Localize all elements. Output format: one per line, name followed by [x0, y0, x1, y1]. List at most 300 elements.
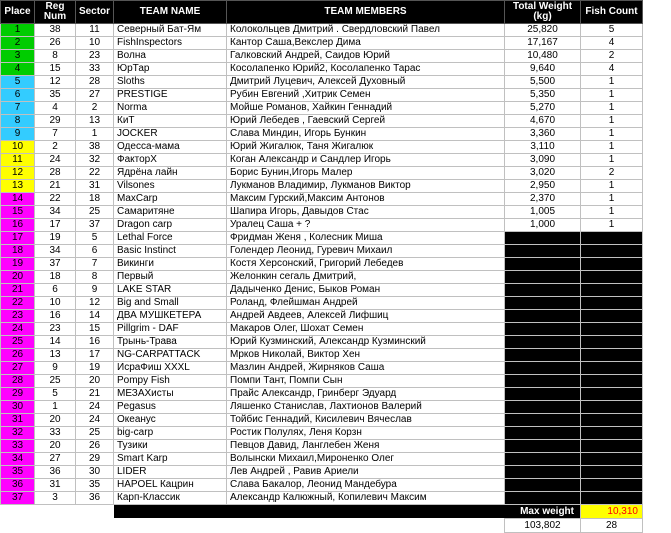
sector-cell[interactable]: 20	[76, 375, 114, 388]
reg-num-cell[interactable]: 20	[35, 414, 76, 427]
team-name-cell[interactable]: ИсраФиш XXXL	[114, 362, 227, 375]
reg-num-cell[interactable]: 34	[35, 206, 76, 219]
team-name-cell[interactable]: LIDER	[114, 466, 227, 479]
footer-blank	[76, 505, 114, 519]
fish-count-cell[interactable]: 0	[581, 245, 643, 258]
place-cell[interactable]: 2	[1, 37, 35, 50]
sector-cell[interactable]: 16	[76, 336, 114, 349]
reg-num-cell[interactable]: 31	[35, 479, 76, 492]
total-weight-cell[interactable]: 0	[505, 310, 581, 323]
table-row	[1, 128, 643, 141]
fish-count-cell[interactable]: 1	[581, 89, 643, 102]
total-weight-cell[interactable]: 3,090	[505, 154, 581, 167]
header-sector[interactable]: Sector	[76, 1, 114, 24]
total-weight-cell[interactable]: 0	[505, 271, 581, 284]
place-cell[interactable]: 6	[1, 89, 35, 102]
total-weight-cell[interactable]: 0	[505, 258, 581, 271]
reg-num-cell[interactable]: 35	[35, 89, 76, 102]
team-members-cell[interactable]: Кантор Саша,Векслер Дима	[227, 37, 505, 50]
place-cell[interactable]: 11	[1, 154, 35, 167]
fish-count-cell[interactable]: 1	[581, 154, 643, 167]
total-fish-value[interactable]: 28	[581, 519, 643, 533]
table-row	[1, 414, 643, 427]
place-cell[interactable]: 35	[1, 466, 35, 479]
reg-num-cell[interactable]: 3	[35, 492, 76, 505]
team-name-cell[interactable]: Vilsones	[114, 180, 227, 193]
team-members-cell[interactable]: Колокольцев Дмитрий . Свердловский Павел	[227, 24, 505, 37]
sector-cell[interactable]: 26	[76, 440, 114, 453]
team-members-cell[interactable]: Фридман Женя , Колесник Миша	[227, 232, 505, 245]
team-name-cell[interactable]: Pegasus	[114, 401, 227, 414]
sector-cell[interactable]: 38	[76, 141, 114, 154]
reg-num-cell[interactable]: 24	[35, 154, 76, 167]
reg-num-cell[interactable]: 1	[35, 401, 76, 414]
place-cell[interactable]: 25	[1, 336, 35, 349]
max-weight-row	[1, 505, 643, 519]
total-weight-cell[interactable]: 2,950	[505, 180, 581, 193]
team-members-cell[interactable]: Дадыченко Денис, Быков Роман	[227, 284, 505, 297]
reg-num-cell[interactable]: 37	[35, 258, 76, 271]
sector-cell[interactable]: 31	[76, 180, 114, 193]
fish-count-cell[interactable]: 0	[581, 323, 643, 336]
fish-count-cell[interactable]: 1	[581, 219, 643, 232]
sector-cell[interactable]: 25	[76, 206, 114, 219]
place-cell[interactable]: 16	[1, 219, 35, 232]
table-row	[1, 323, 643, 336]
table-row	[1, 37, 643, 50]
sector-cell[interactable]: 15	[76, 323, 114, 336]
footer-blank	[35, 519, 76, 533]
total-weight-cell[interactable]: 0	[505, 453, 581, 466]
team-name-cell[interactable]: Трынь-Трава	[114, 336, 227, 349]
reg-num-cell[interactable]: 22	[35, 193, 76, 206]
fish-count-cell[interactable]: 1	[581, 206, 643, 219]
team-members-cell[interactable]: Мрков Николай, Виктор Хен	[227, 349, 505, 362]
reg-num-cell[interactable]: 15	[35, 63, 76, 76]
footer-blank	[35, 505, 76, 519]
max-weight-value[interactable]: 10,310	[581, 505, 643, 519]
fish-count-cell[interactable]: 0	[581, 401, 643, 414]
place-cell[interactable]: 17	[1, 232, 35, 245]
team-members-cell[interactable]: Максим Гурский,Максим Антонов	[227, 193, 505, 206]
footer-blank	[114, 519, 227, 533]
team-members-cell[interactable]: Волынски Михаил,Мироненко Олег	[227, 453, 505, 466]
reg-num-cell[interactable]: 14	[35, 336, 76, 349]
team-members-cell[interactable]: Юрий Лебедев , Гаевский Сергей	[227, 115, 505, 128]
place-cell[interactable]: 7	[1, 102, 35, 115]
total-weight-cell[interactable]: 25,820	[505, 24, 581, 37]
fish-count-cell[interactable]: 0	[581, 258, 643, 271]
team-name-cell[interactable]: NG-CARPATTACK	[114, 349, 227, 362]
team-name-cell[interactable]: Dragon carp	[114, 219, 227, 232]
place-cell[interactable]: 37	[1, 492, 35, 505]
team-members-cell[interactable]: Слава Бакалор, Леонид Мандебура	[227, 479, 505, 492]
fish-count-cell[interactable]: 0	[581, 388, 643, 401]
total-weight-cell[interactable]: 5,350	[505, 89, 581, 102]
total-weight-cell[interactable]: 17,167	[505, 37, 581, 50]
team-name-cell[interactable]: Викинги	[114, 258, 227, 271]
fish-count-cell[interactable]: 0	[581, 284, 643, 297]
table-row	[1, 492, 643, 505]
fish-count-cell[interactable]: 1	[581, 102, 643, 115]
total-weight-cell[interactable]: 0	[505, 414, 581, 427]
team-members-cell[interactable]: Лев Андрей , Равив Ариели	[227, 466, 505, 479]
total-weight-cell[interactable]: 0	[505, 466, 581, 479]
team-name-cell[interactable]: Карп-Классик	[114, 492, 227, 505]
fish-count-cell[interactable]: 0	[581, 310, 643, 323]
reg-num-cell[interactable]: 12	[35, 76, 76, 89]
place-cell[interactable]: 9	[1, 128, 35, 141]
team-members-cell[interactable]: Ростик Полулях, Леня Корзн	[227, 427, 505, 440]
header-fish-count[interactable]: Fish Count	[581, 1, 643, 24]
place-cell[interactable]: 18	[1, 245, 35, 258]
fish-count-cell[interactable]: 0	[581, 349, 643, 362]
total-weight-cell[interactable]: 0	[505, 375, 581, 388]
place-cell[interactable]: 14	[1, 193, 35, 206]
fish-count-cell[interactable]: 0	[581, 427, 643, 440]
team-members-cell[interactable]: Мазлин Андрей, Жирняков Саша	[227, 362, 505, 375]
reg-num-cell[interactable]: 20	[35, 440, 76, 453]
reg-num-cell[interactable]: 17	[35, 219, 76, 232]
table-row	[1, 63, 643, 76]
table-row	[1, 102, 643, 115]
total-weight-cell[interactable]: 10,480	[505, 50, 581, 63]
header-team-name[interactable]: TEAM NAME	[114, 1, 227, 24]
sector-cell[interactable]: 25	[76, 427, 114, 440]
sector-cell[interactable]: 30	[76, 466, 114, 479]
reg-num-cell[interactable]: 7	[35, 128, 76, 141]
sector-cell[interactable]: 24	[76, 401, 114, 414]
place-cell[interactable]: 10	[1, 141, 35, 154]
max-weight-label: Max weight	[114, 505, 581, 519]
place-cell[interactable]: 33	[1, 440, 35, 453]
header-place[interactable]: Place	[1, 1, 35, 24]
fish-count-cell[interactable]: 0	[581, 492, 643, 505]
place-cell[interactable]: 34	[1, 453, 35, 466]
reg-num-cell[interactable]: 10	[35, 297, 76, 310]
total-weight-cell[interactable]: 0	[505, 245, 581, 258]
team-members-cell[interactable]: Галковский Андрей, Саидов Юрий	[227, 50, 505, 63]
table-row	[1, 154, 643, 167]
reg-num-cell[interactable]: 29	[35, 115, 76, 128]
fish-count-cell[interactable]: 1	[581, 115, 643, 128]
team-members-cell[interactable]: Рубин Евгений ,Хитрик Семен	[227, 89, 505, 102]
sector-cell[interactable]: 5	[76, 232, 114, 245]
fish-count-cell[interactable]: 0	[581, 414, 643, 427]
sector-cell[interactable]: 21	[76, 388, 114, 401]
fish-count-cell[interactable]: 0	[581, 336, 643, 349]
reg-num-cell[interactable]: 34	[35, 245, 76, 258]
total-weight-cell[interactable]: 2,370	[505, 193, 581, 206]
fish-count-cell[interactable]: 0	[581, 453, 643, 466]
team-members-cell[interactable]: Ляшенко Станислав, Лахтионов Валерий	[227, 401, 505, 414]
reg-num-cell[interactable]: 9	[35, 362, 76, 375]
place-cell[interactable]: 12	[1, 167, 35, 180]
team-name-cell[interactable]: Pompy Fish	[114, 375, 227, 388]
team-name-cell[interactable]: LAKE STAR	[114, 284, 227, 297]
total-weight-cell[interactable]: 0	[505, 336, 581, 349]
fish-count-cell[interactable]: 0	[581, 440, 643, 453]
team-name-cell[interactable]: ЮрТар	[114, 63, 227, 76]
fish-count-cell[interactable]: 1	[581, 141, 643, 154]
reg-num-cell[interactable]: 21	[35, 180, 76, 193]
reg-num-cell[interactable]: 19	[35, 232, 76, 245]
team-name-cell[interactable]: Big and Small	[114, 297, 227, 310]
total-weight-cell[interactable]: 0	[505, 427, 581, 440]
place-cell[interactable]: 1	[1, 24, 35, 37]
sector-cell[interactable]: 13	[76, 115, 114, 128]
team-members-cell[interactable]: Дмитрий Луцевич, Алексей Духовный	[227, 76, 505, 89]
place-cell[interactable]: 20	[1, 271, 35, 284]
team-name-cell[interactable]: МЕЗАХисты	[114, 388, 227, 401]
fish-count-cell[interactable]: 0	[581, 466, 643, 479]
team-members-cell[interactable]: Слава Миндин, Игорь Бункин	[227, 128, 505, 141]
fish-count-cell[interactable]: 0	[581, 271, 643, 284]
team-name-cell[interactable]: Самаритяне	[114, 206, 227, 219]
team-name-cell[interactable]: Sloths	[114, 76, 227, 89]
team-name-cell[interactable]: ФакторХ	[114, 154, 227, 167]
sector-cell[interactable]: 28	[76, 76, 114, 89]
sector-cell[interactable]: 22	[76, 167, 114, 180]
fish-count-cell[interactable]: 4	[581, 63, 643, 76]
team-name-cell[interactable]: КиТ	[114, 115, 227, 128]
team-name-cell[interactable]: Basic Instinct	[114, 245, 227, 258]
team-name-cell[interactable]: Одесса-мама	[114, 141, 227, 154]
reg-num-cell[interactable]: 28	[35, 167, 76, 180]
table-row	[1, 115, 643, 128]
total-weight-cell[interactable]: 0	[505, 388, 581, 401]
reg-num-cell[interactable]: 36	[35, 466, 76, 479]
team-name-cell[interactable]: JOCKER	[114, 128, 227, 141]
team-name-cell[interactable]: HAPOEL Кацрин	[114, 479, 227, 492]
team-name-cell[interactable]: Тузики	[114, 440, 227, 453]
team-name-cell[interactable]: Lethal Force	[114, 232, 227, 245]
table-row	[1, 375, 643, 388]
reg-num-cell[interactable]: 26	[35, 37, 76, 50]
total-weight-cell[interactable]: 0	[505, 401, 581, 414]
team-name-cell[interactable]: Pillgrim - DAF	[114, 323, 227, 336]
fish-count-cell[interactable]: 0	[581, 479, 643, 492]
total-weight-cell[interactable]: 0	[505, 492, 581, 505]
team-name-cell[interactable]: Океанус	[114, 414, 227, 427]
team-members-cell[interactable]: Юрий Кузминский, Александр Кузминский	[227, 336, 505, 349]
fish-count-cell[interactable]: 5	[581, 24, 643, 37]
total-weight-cell[interactable]: 0	[505, 284, 581, 297]
sector-cell[interactable]: 12	[76, 297, 114, 310]
fish-count-cell[interactable]: 1	[581, 76, 643, 89]
fish-count-cell[interactable]: 1	[581, 180, 643, 193]
sector-cell[interactable]: 11	[76, 24, 114, 37]
table-row	[1, 89, 643, 102]
reg-num-cell[interactable]: 27	[35, 453, 76, 466]
header-total-weight[interactable]: Total Weight (kg)	[505, 1, 581, 24]
team-members-cell[interactable]: Косолапенко Юрий2, Косолапенко Тарас	[227, 63, 505, 76]
place-cell[interactable]: 21	[1, 284, 35, 297]
sector-cell[interactable]: 14	[76, 310, 114, 323]
sector-cell[interactable]: 29	[76, 453, 114, 466]
table-row	[1, 245, 643, 258]
reg-num-cell[interactable]: 8	[35, 50, 76, 63]
table-row	[1, 336, 643, 349]
team-members-cell[interactable]: Андрей Авдеев, Алексей Лифшиц	[227, 310, 505, 323]
place-cell[interactable]: 15	[1, 206, 35, 219]
place-cell[interactable]: 3	[1, 50, 35, 63]
fish-count-cell[interactable]: 2	[581, 167, 643, 180]
reg-num-cell[interactable]: 25	[35, 375, 76, 388]
team-members-cell[interactable]: Уралец Саша + ?	[227, 219, 505, 232]
place-cell[interactable]: 30	[1, 401, 35, 414]
total-weight-cell[interactable]: 0	[505, 362, 581, 375]
total-weight-cell[interactable]: 3,020	[505, 167, 581, 180]
sector-cell[interactable]: 35	[76, 479, 114, 492]
fish-count-cell[interactable]: 1	[581, 193, 643, 206]
place-cell[interactable]: 13	[1, 180, 35, 193]
team-members-cell[interactable]: Желонкин сегаль Дмитрий,	[227, 271, 505, 284]
table-row	[1, 440, 643, 453]
reg-num-cell[interactable]: 38	[35, 24, 76, 37]
table-row	[1, 76, 643, 89]
team-name-cell[interactable]: ДВА МУШКЕТЕРА	[114, 310, 227, 323]
total-weight-cell[interactable]: 9,640	[505, 63, 581, 76]
place-cell[interactable]: 5	[1, 76, 35, 89]
table-row	[1, 427, 643, 440]
header-reg-num[interactable]: Reg Num	[35, 1, 76, 24]
reg-num-cell[interactable]: 16	[35, 310, 76, 323]
team-members-cell[interactable]: Коган Александр и Сандлер Игорь	[227, 154, 505, 167]
team-name-cell[interactable]: Norma	[114, 102, 227, 115]
team-name-cell[interactable]: PRESTIGE	[114, 89, 227, 102]
total-weight-cell[interactable]: 3,110	[505, 141, 581, 154]
sector-cell[interactable]: 17	[76, 349, 114, 362]
sector-cell[interactable]: 9	[76, 284, 114, 297]
sector-cell[interactable]: 10	[76, 37, 114, 50]
sector-cell[interactable]: 7	[76, 258, 114, 271]
sector-cell[interactable]: 6	[76, 245, 114, 258]
table-row	[1, 193, 643, 206]
total-weight-cell[interactable]: 0	[505, 323, 581, 336]
team-members-cell[interactable]: Прайс Александр, Гринберг Эдуард	[227, 388, 505, 401]
totals-row	[1, 519, 643, 533]
team-members-cell[interactable]: Роланд, Флейшман Андрей	[227, 297, 505, 310]
header-team-members[interactable]: TEAM MEMBERS	[227, 1, 505, 24]
sector-cell[interactable]: 8	[76, 271, 114, 284]
table-row	[1, 206, 643, 219]
total-weight-value[interactable]: 103,802	[505, 519, 581, 533]
team-name-cell[interactable]: Smart Karp	[114, 453, 227, 466]
team-members-cell[interactable]: Тойбис Геннадий, Кисилевич Вячеслав	[227, 414, 505, 427]
sector-cell[interactable]: 33	[76, 63, 114, 76]
team-members-cell[interactable]: Борис Бунин,Игорь Малер	[227, 167, 505, 180]
fish-count-cell[interactable]: 2	[581, 50, 643, 63]
team-name-cell[interactable]: big-carp	[114, 427, 227, 440]
reg-num-cell[interactable]: 4	[35, 102, 76, 115]
team-members-cell[interactable]: Юрий Жигалюк, Таня Жигалюк	[227, 141, 505, 154]
total-weight-cell[interactable]: 0	[505, 232, 581, 245]
table-row	[1, 310, 643, 323]
fish-count-cell[interactable]: 4	[581, 37, 643, 50]
place-cell[interactable]: 26	[1, 349, 35, 362]
total-weight-cell[interactable]: 1,000	[505, 219, 581, 232]
place-cell[interactable]: 4	[1, 63, 35, 76]
total-weight-cell[interactable]: 0	[505, 297, 581, 310]
total-weight-cell[interactable]: 4,670	[505, 115, 581, 128]
total-weight-cell[interactable]: 5,500	[505, 76, 581, 89]
place-cell[interactable]: 32	[1, 427, 35, 440]
team-members-cell[interactable]: Костя Херсонский, Григорий Лебедев	[227, 258, 505, 271]
team-members-cell[interactable]: Лукманов Владимир, Лукманов Виктор	[227, 180, 505, 193]
sector-cell[interactable]: 27	[76, 89, 114, 102]
total-weight-cell[interactable]: 3,360	[505, 128, 581, 141]
fish-count-cell[interactable]: 0	[581, 362, 643, 375]
place-cell[interactable]: 24	[1, 323, 35, 336]
total-weight-cell[interactable]: 5,270	[505, 102, 581, 115]
reg-num-cell[interactable]: 6	[35, 284, 76, 297]
team-members-cell[interactable]: Помпи Тант, Помпи Сын	[227, 375, 505, 388]
total-weight-cell[interactable]: 1,005	[505, 206, 581, 219]
reg-num-cell[interactable]: 2	[35, 141, 76, 154]
fish-count-cell[interactable]: 1	[581, 128, 643, 141]
total-weight-cell[interactable]: 0	[505, 479, 581, 492]
team-name-cell[interactable]: FishInspectors	[114, 37, 227, 50]
table-row	[1, 258, 643, 271]
place-cell[interactable]: 27	[1, 362, 35, 375]
team-name-cell[interactable]: Северный Бат-Ям	[114, 24, 227, 37]
total-weight-cell[interactable]: 0	[505, 440, 581, 453]
place-cell[interactable]: 8	[1, 115, 35, 128]
sector-cell[interactable]: 18	[76, 193, 114, 206]
footer-blank	[1, 519, 35, 533]
sector-cell[interactable]: 32	[76, 154, 114, 167]
place-cell[interactable]: 31	[1, 414, 35, 427]
team-members-cell[interactable]: Шапира Игорь, Давыдов Стас	[227, 206, 505, 219]
sector-cell[interactable]: 36	[76, 492, 114, 505]
team-name-cell[interactable]: MaxCarp	[114, 193, 227, 206]
reg-num-cell[interactable]: 5	[35, 388, 76, 401]
team-name-cell[interactable]: Волна	[114, 50, 227, 63]
place-cell[interactable]: 36	[1, 479, 35, 492]
table-row	[1, 297, 643, 310]
reg-num-cell[interactable]: 23	[35, 323, 76, 336]
place-cell[interactable]: 29	[1, 388, 35, 401]
team-members-cell[interactable]: Мойше Романов, Хайкин Геннадий	[227, 102, 505, 115]
team-name-cell[interactable]: Ядрёна лайн	[114, 167, 227, 180]
table-row	[1, 180, 643, 193]
place-cell[interactable]: 28	[1, 375, 35, 388]
fish-count-cell[interactable]: 0	[581, 375, 643, 388]
sector-cell[interactable]: 23	[76, 50, 114, 63]
sector-cell[interactable]: 19	[76, 362, 114, 375]
sector-cell[interactable]: 24	[76, 414, 114, 427]
team-members-cell[interactable]: Голендер Леонид, Гуревич Михаил	[227, 245, 505, 258]
fish-count-cell[interactable]: 0	[581, 297, 643, 310]
team-members-cell[interactable]: Макаров Олег, Шохат Семен	[227, 323, 505, 336]
place-cell[interactable]: 23	[1, 310, 35, 323]
sector-cell[interactable]: 1	[76, 128, 114, 141]
sector-cell[interactable]: 2	[76, 102, 114, 115]
reg-num-cell[interactable]: 18	[35, 271, 76, 284]
team-name-cell[interactable]: Первый	[114, 271, 227, 284]
place-cell[interactable]: 19	[1, 258, 35, 271]
reg-num-cell[interactable]: 13	[35, 349, 76, 362]
footer-blank	[227, 519, 505, 533]
place-cell[interactable]: 22	[1, 297, 35, 310]
total-weight-cell[interactable]: 0	[505, 349, 581, 362]
team-members-cell[interactable]: Александр Калюжный, Копилевич Максим	[227, 492, 505, 505]
fish-count-cell[interactable]: 0	[581, 232, 643, 245]
team-members-cell[interactable]: Певцов Давид, Ланглебен Женя	[227, 440, 505, 453]
sector-cell[interactable]: 37	[76, 219, 114, 232]
reg-num-cell[interactable]: 33	[35, 427, 76, 440]
